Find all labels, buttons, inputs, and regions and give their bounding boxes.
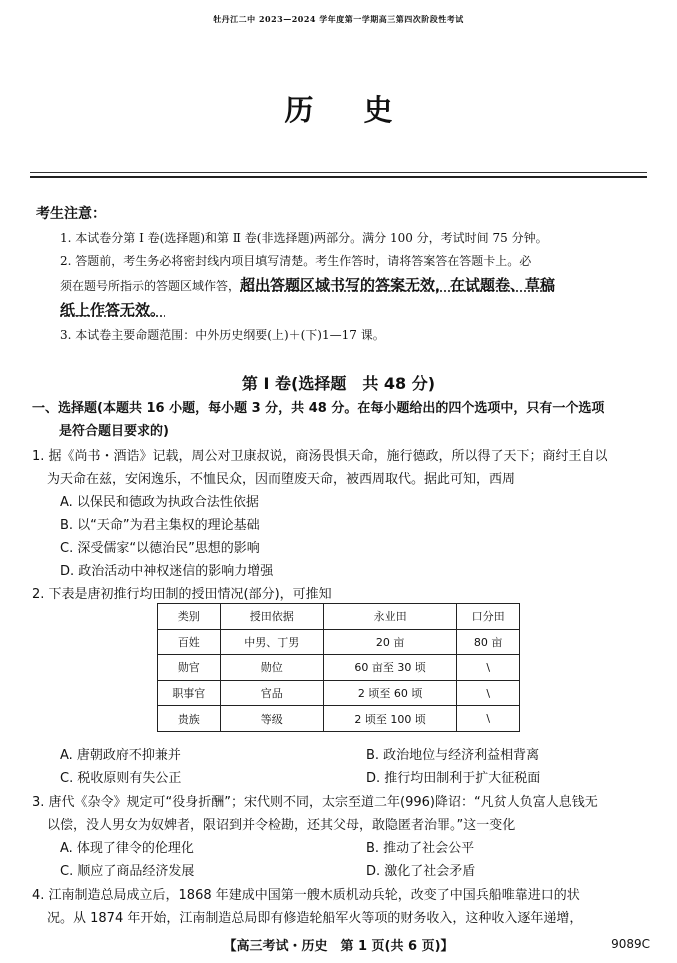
q1-option-c: C. 深受儒家“以德治民”思想的影响 <box>60 541 260 556</box>
table-cell: 贵族 <box>158 706 221 732</box>
q3-option-a: A. 体现了律令的伦理化 <box>60 841 194 856</box>
table-cell: 2 顷至 100 顷 <box>323 706 457 732</box>
paper-code: 9089C <box>611 937 650 951</box>
table-header-cell: 口分田 <box>457 604 520 630</box>
table-cell: 2 顷至 60 顷 <box>323 680 457 706</box>
section-instruction-2: 是符合题目要求的) <box>59 424 169 439</box>
table-header-cell: 永业田 <box>323 604 457 630</box>
table-header-cell: 授田依据 <box>220 604 323 630</box>
section-instruction-1: 一、选择题(本题共 16 小题，每小题 3 分，共 48 分。在每小题给出的四个选项中，只有一个选项 <box>32 401 605 416</box>
table-cell: 职事官 <box>158 680 221 706</box>
table-row <box>158 706 520 732</box>
table-row <box>158 655 520 681</box>
table-cell: 等级 <box>220 706 323 732</box>
q3-stem-2: 以偿，没人男女为奴婢者，限诏到并令检勘，还其父母，敢隐匿者治罪。”这一变化 <box>47 818 516 833</box>
q4-stem-2: 况。从 1874 年开始，江南制造总局即有修造轮船军火等项的财务收入，这种收入逐年递增， <box>47 911 583 926</box>
notice-line-3 <box>60 274 555 295</box>
section-heading: 第 Ⅰ 卷(选择题 共 48 分) <box>241 374 436 393</box>
table-cell: 中男、丁男 <box>220 629 323 655</box>
table-row <box>158 629 520 655</box>
land-grant-table <box>157 603 520 732</box>
q3-option-d: D. 激化了社会矛盾 <box>366 864 476 879</box>
q1-stem-2: 为天命在兹，安闲逸乐，不恤民众，因而堕废天命，被西周取代。据此可知，西周 <box>47 472 516 487</box>
table-cell: 官品 <box>220 680 323 706</box>
notice-line-1: 1. 本试卷分第 Ⅰ 卷(选择题)和第 Ⅱ 卷(非选择题)两部分。满分 100 分，考试时间 75 分钟。 <box>60 231 548 245</box>
q1-stem-1: 1. 据《尚书・酒诰》记载，周公对卫康叔说，商汤畏惧天命，施行德政，所以得了天下；商纣王自以 <box>32 449 608 464</box>
table-cell: 百姓 <box>158 629 221 655</box>
q3-option-b: B. 推动了社会公平 <box>366 841 475 856</box>
subject-title: 历史 <box>284 93 443 127</box>
notice-line-3-emphasis: 超出答题区域书写的答案无效，在试题卷、草稿 <box>240 276 556 294</box>
q1-option-a: A. 以保民和德政为执政合法性依据 <box>60 495 259 510</box>
notice-line-2: 2. 答题前，考生务必将密封线内项目填写清楚。考生作答时，请将答案答在答题卡上。必 <box>60 254 532 268</box>
table-cell: \ <box>457 706 520 732</box>
q3-option-c: C. 顺应了商品经济发展 <box>60 864 195 879</box>
table-row <box>158 680 520 706</box>
q2-option-b: B. 政治地位与经济利益相背离 <box>366 748 540 763</box>
exam-title: 牡丹江二中 2023—2024 学年度第一学期高三第四次阶段性考试 <box>213 14 464 24</box>
divider-thick <box>30 176 647 178</box>
notice-line-3-plain: 须在题号所指示的答题区域作答， <box>60 279 241 293</box>
q4-stem-1: 4. 江南制造总局成立后，1868 年建成中国第一艘木质机动兵轮，改变了中国兵船唯靠进口的状 <box>32 888 580 903</box>
page-footer: 【高三考试・历史 第 1 页(共 6 页)】 <box>223 939 454 954</box>
q2-option-a: A. 唐朝政府不抑兼并 <box>60 748 181 763</box>
notice-line-5: 3. 本试卷主要命题范围：中外历史纲要(上)＋(下)1—17 课。 <box>60 328 385 342</box>
table-cell: 60 亩至 30 顷 <box>323 655 457 681</box>
q2-stem: 2. 下表是唐初推行均田制的授田情况(部分)，可推知 <box>32 587 332 602</box>
table-cell: \ <box>457 680 520 706</box>
table-header-cell: 类别 <box>158 604 221 630</box>
q2-option-c: C. 税收原则有失公正 <box>60 771 182 786</box>
table-cell: \ <box>457 655 520 681</box>
notice-line-4-emphasis: 纸上作答无效。 <box>60 301 166 319</box>
q1-option-b: B. 以“天命”为君主集权的理论基础 <box>60 518 260 533</box>
divider-thin <box>30 172 647 173</box>
notice-line-4 <box>60 299 165 320</box>
q3-stem-1: 3. 唐代《杂令》规定可“役身折酬”；宋代则不同，太宗至道二年(996)降诏：“凡贫人负富人息钱无 <box>32 795 598 810</box>
table-cell: 80 亩 <box>457 629 520 655</box>
table-cell: 勋官 <box>158 655 221 681</box>
table-header-row <box>158 604 520 630</box>
q2-option-d: D. 推行均田制利于扩大征税面 <box>366 771 541 786</box>
notice-heading: 考生注意： <box>36 206 106 222</box>
q1-option-d: D. 政治活动中神权迷信的影响力增强 <box>60 564 274 579</box>
table-cell: 勋位 <box>220 655 323 681</box>
table-cell: 20 亩 <box>323 629 457 655</box>
